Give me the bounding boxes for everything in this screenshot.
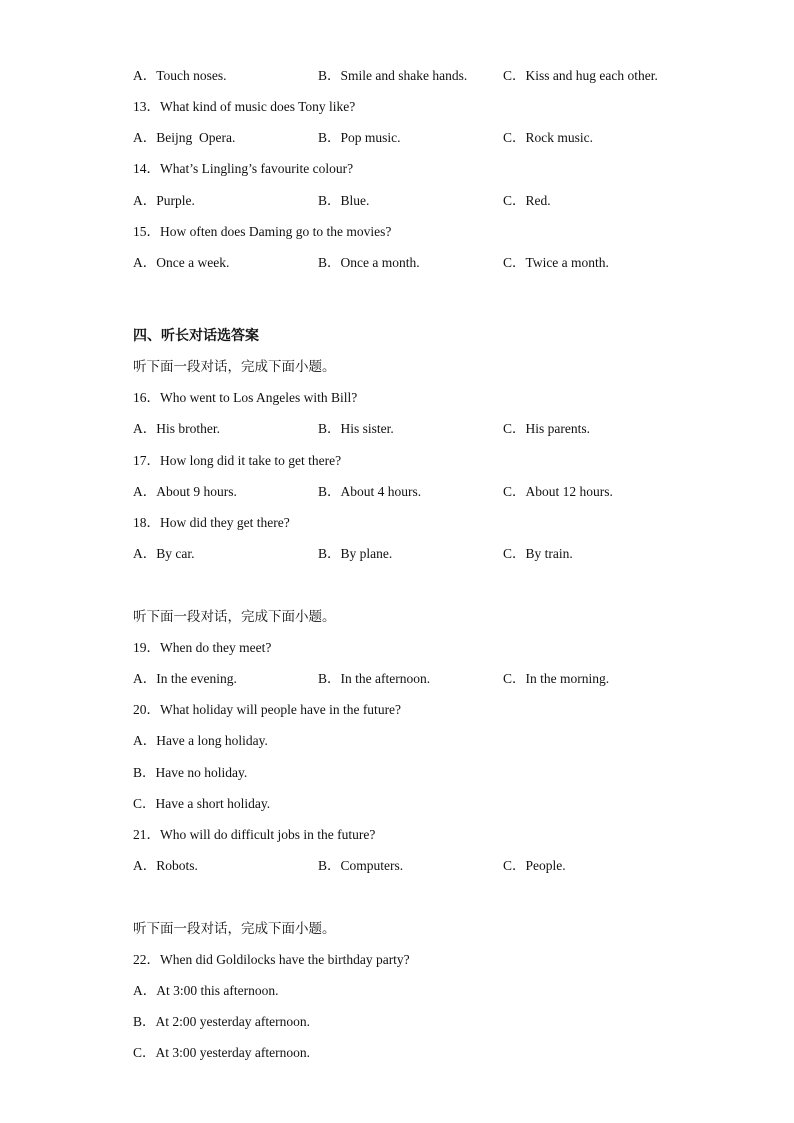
- q20-option-c[interactable]: [133, 794, 270, 814]
- option-text: Blue.: [340, 193, 370, 208]
- q15-question: 15．How often does Daming go to the movies?: [133, 224, 392, 239]
- option-text: Rock music.: [525, 130, 594, 145]
- option-letter: A．: [133, 733, 157, 748]
- q16-option-a[interactable]: [133, 419, 220, 439]
- option-text: In the morning.: [525, 671, 610, 686]
- option-text: Red.: [525, 193, 551, 208]
- option-text: By car.: [156, 546, 195, 561]
- option-text: Computers.: [340, 858, 404, 873]
- q12-option-b[interactable]: [318, 66, 467, 86]
- option-letter: A．: [133, 255, 157, 270]
- group-instruction: 听下面一段对话，完成下面小题。: [133, 359, 336, 375]
- q21-question: 21．Who will do difficult jobs in the future?: [133, 827, 376, 842]
- option-text: Once a week.: [156, 255, 230, 270]
- option-text: Kiss and hug each other.: [525, 68, 658, 83]
- q13-option-c[interactable]: [503, 128, 593, 148]
- q21-option-c[interactable]: [503, 856, 566, 876]
- option-letter: A．: [133, 546, 157, 561]
- option-text: In the afternoon.: [340, 671, 431, 686]
- option-letter: B．: [318, 130, 341, 145]
- q13-question: 13．What kind of music does Tony like?: [133, 99, 356, 114]
- q16-question: 16．Who went to Los Angeles with Bill?: [133, 390, 358, 405]
- q14-option-c[interactable]: [503, 191, 551, 211]
- option-text: At 2:00 yesterday afternoon.: [155, 1014, 310, 1029]
- q15-option-a[interactable]: [133, 253, 229, 273]
- option-text: Have a long holiday.: [156, 733, 268, 748]
- q16-option-b[interactable]: [318, 419, 394, 439]
- q19-question: 19．When do they meet?: [133, 640, 272, 655]
- option-text: At 3:00 yesterday afternoon.: [155, 1045, 310, 1060]
- q12-option-c[interactable]: [503, 66, 658, 86]
- q15-option-c[interactable]: [503, 253, 609, 273]
- option-text: Have a short holiday.: [155, 796, 271, 811]
- option-letter: C．: [503, 858, 526, 873]
- option-text: Smile and shake hands.: [340, 68, 468, 83]
- option-text: His parents.: [525, 421, 591, 436]
- option-letter: B．: [318, 193, 341, 208]
- group-instruction: 听下面一段对话，完成下面小题。: [133, 921, 336, 937]
- q19-option-c[interactable]: [503, 669, 609, 689]
- option-letter: B．: [318, 484, 341, 499]
- option-text: Robots.: [156, 858, 198, 873]
- q18-option-b[interactable]: [318, 544, 392, 564]
- option-text: Twice a month.: [525, 255, 609, 270]
- option-letter: C．: [133, 796, 156, 811]
- option-letter: C．: [503, 68, 526, 83]
- q20-option-a[interactable]: [133, 731, 268, 751]
- option-text: Purple.: [156, 193, 195, 208]
- option-text: Touch noses.: [156, 68, 227, 83]
- option-letter: C．: [503, 671, 526, 686]
- option-text: Once a month.: [340, 255, 420, 270]
- q14-option-b[interactable]: [318, 191, 369, 211]
- option-letter: C．: [503, 484, 526, 499]
- option-letter: B．: [133, 1014, 156, 1029]
- q17-option-b[interactable]: [318, 482, 421, 502]
- option-letter: C．: [503, 255, 526, 270]
- option-text: Beijng Opera.: [156, 130, 236, 145]
- option-text: People.: [525, 858, 566, 873]
- section-heading: 四、听长对话选答案: [133, 328, 259, 344]
- option-text: About 9 hours.: [156, 484, 237, 499]
- option-letter: C．: [503, 421, 526, 436]
- option-text: At 3:00 this afternoon.: [156, 983, 279, 998]
- option-letter: B．: [318, 858, 341, 873]
- option-letter: B．: [318, 671, 341, 686]
- q13-option-a[interactable]: [133, 128, 235, 148]
- option-text: By train.: [525, 546, 573, 561]
- option-letter: A．: [133, 484, 157, 499]
- option-letter: C．: [503, 130, 526, 145]
- option-letter: A．: [133, 130, 157, 145]
- q20-option-b[interactable]: [133, 763, 247, 783]
- option-letter: B．: [318, 546, 341, 561]
- q18-question: 18．How did they get there?: [133, 515, 290, 530]
- q17-option-a[interactable]: [133, 482, 237, 502]
- option-letter: B．: [318, 255, 341, 270]
- option-letter: A．: [133, 671, 157, 686]
- option-text: Pop music.: [340, 130, 401, 145]
- option-text: About 4 hours.: [340, 484, 422, 499]
- option-letter: B．: [318, 421, 341, 436]
- q20-question: 20．What holiday will people have in the future?: [133, 702, 402, 717]
- q18-option-a[interactable]: [133, 544, 195, 564]
- q17-question: 17．How long did it take to get there?: [133, 453, 342, 468]
- option-text: Have no holiday.: [155, 765, 248, 780]
- q14-question: 14．What’s Lingling’s favourite colour?: [133, 161, 354, 176]
- option-letter: A．: [133, 983, 157, 998]
- option-text: By plane.: [340, 546, 393, 561]
- q22-option-c[interactable]: [133, 1043, 310, 1063]
- option-letter: A．: [133, 421, 157, 436]
- option-letter: C．: [503, 546, 526, 561]
- q22-question: 22．When did Goldilocks have the birthday party?: [133, 952, 410, 967]
- option-text: About 12 hours.: [525, 484, 613, 499]
- group-instruction: 听下面一段对话，完成下面小题。: [133, 609, 336, 625]
- q16-option-c[interactable]: [503, 419, 590, 439]
- option-letter: A．: [133, 68, 157, 83]
- option-letter: A．: [133, 193, 157, 208]
- q22-option-b[interactable]: [133, 1012, 310, 1032]
- q17-option-c[interactable]: [503, 482, 613, 502]
- q19-option-b[interactable]: [318, 669, 430, 689]
- option-letter: C．: [133, 1045, 156, 1060]
- q14-option-a[interactable]: [133, 191, 195, 211]
- q19-option-a[interactable]: [133, 669, 237, 689]
- option-text: His sister.: [340, 421, 394, 436]
- q13-option-b[interactable]: [318, 128, 401, 148]
- option-letter: B．: [133, 765, 156, 780]
- q21-option-a[interactable]: [133, 856, 198, 876]
- option-letter: B．: [318, 68, 341, 83]
- q12-option-a[interactable]: [133, 66, 227, 86]
- q22-option-a[interactable]: [133, 981, 278, 1001]
- option-text: His brother.: [156, 421, 220, 436]
- option-letter: C．: [503, 193, 526, 208]
- q18-option-c[interactable]: [503, 544, 573, 564]
- option-letter: A．: [133, 858, 157, 873]
- option-text: In the evening.: [156, 671, 237, 686]
- q15-option-b[interactable]: [318, 253, 420, 273]
- q21-option-b[interactable]: [318, 856, 403, 876]
